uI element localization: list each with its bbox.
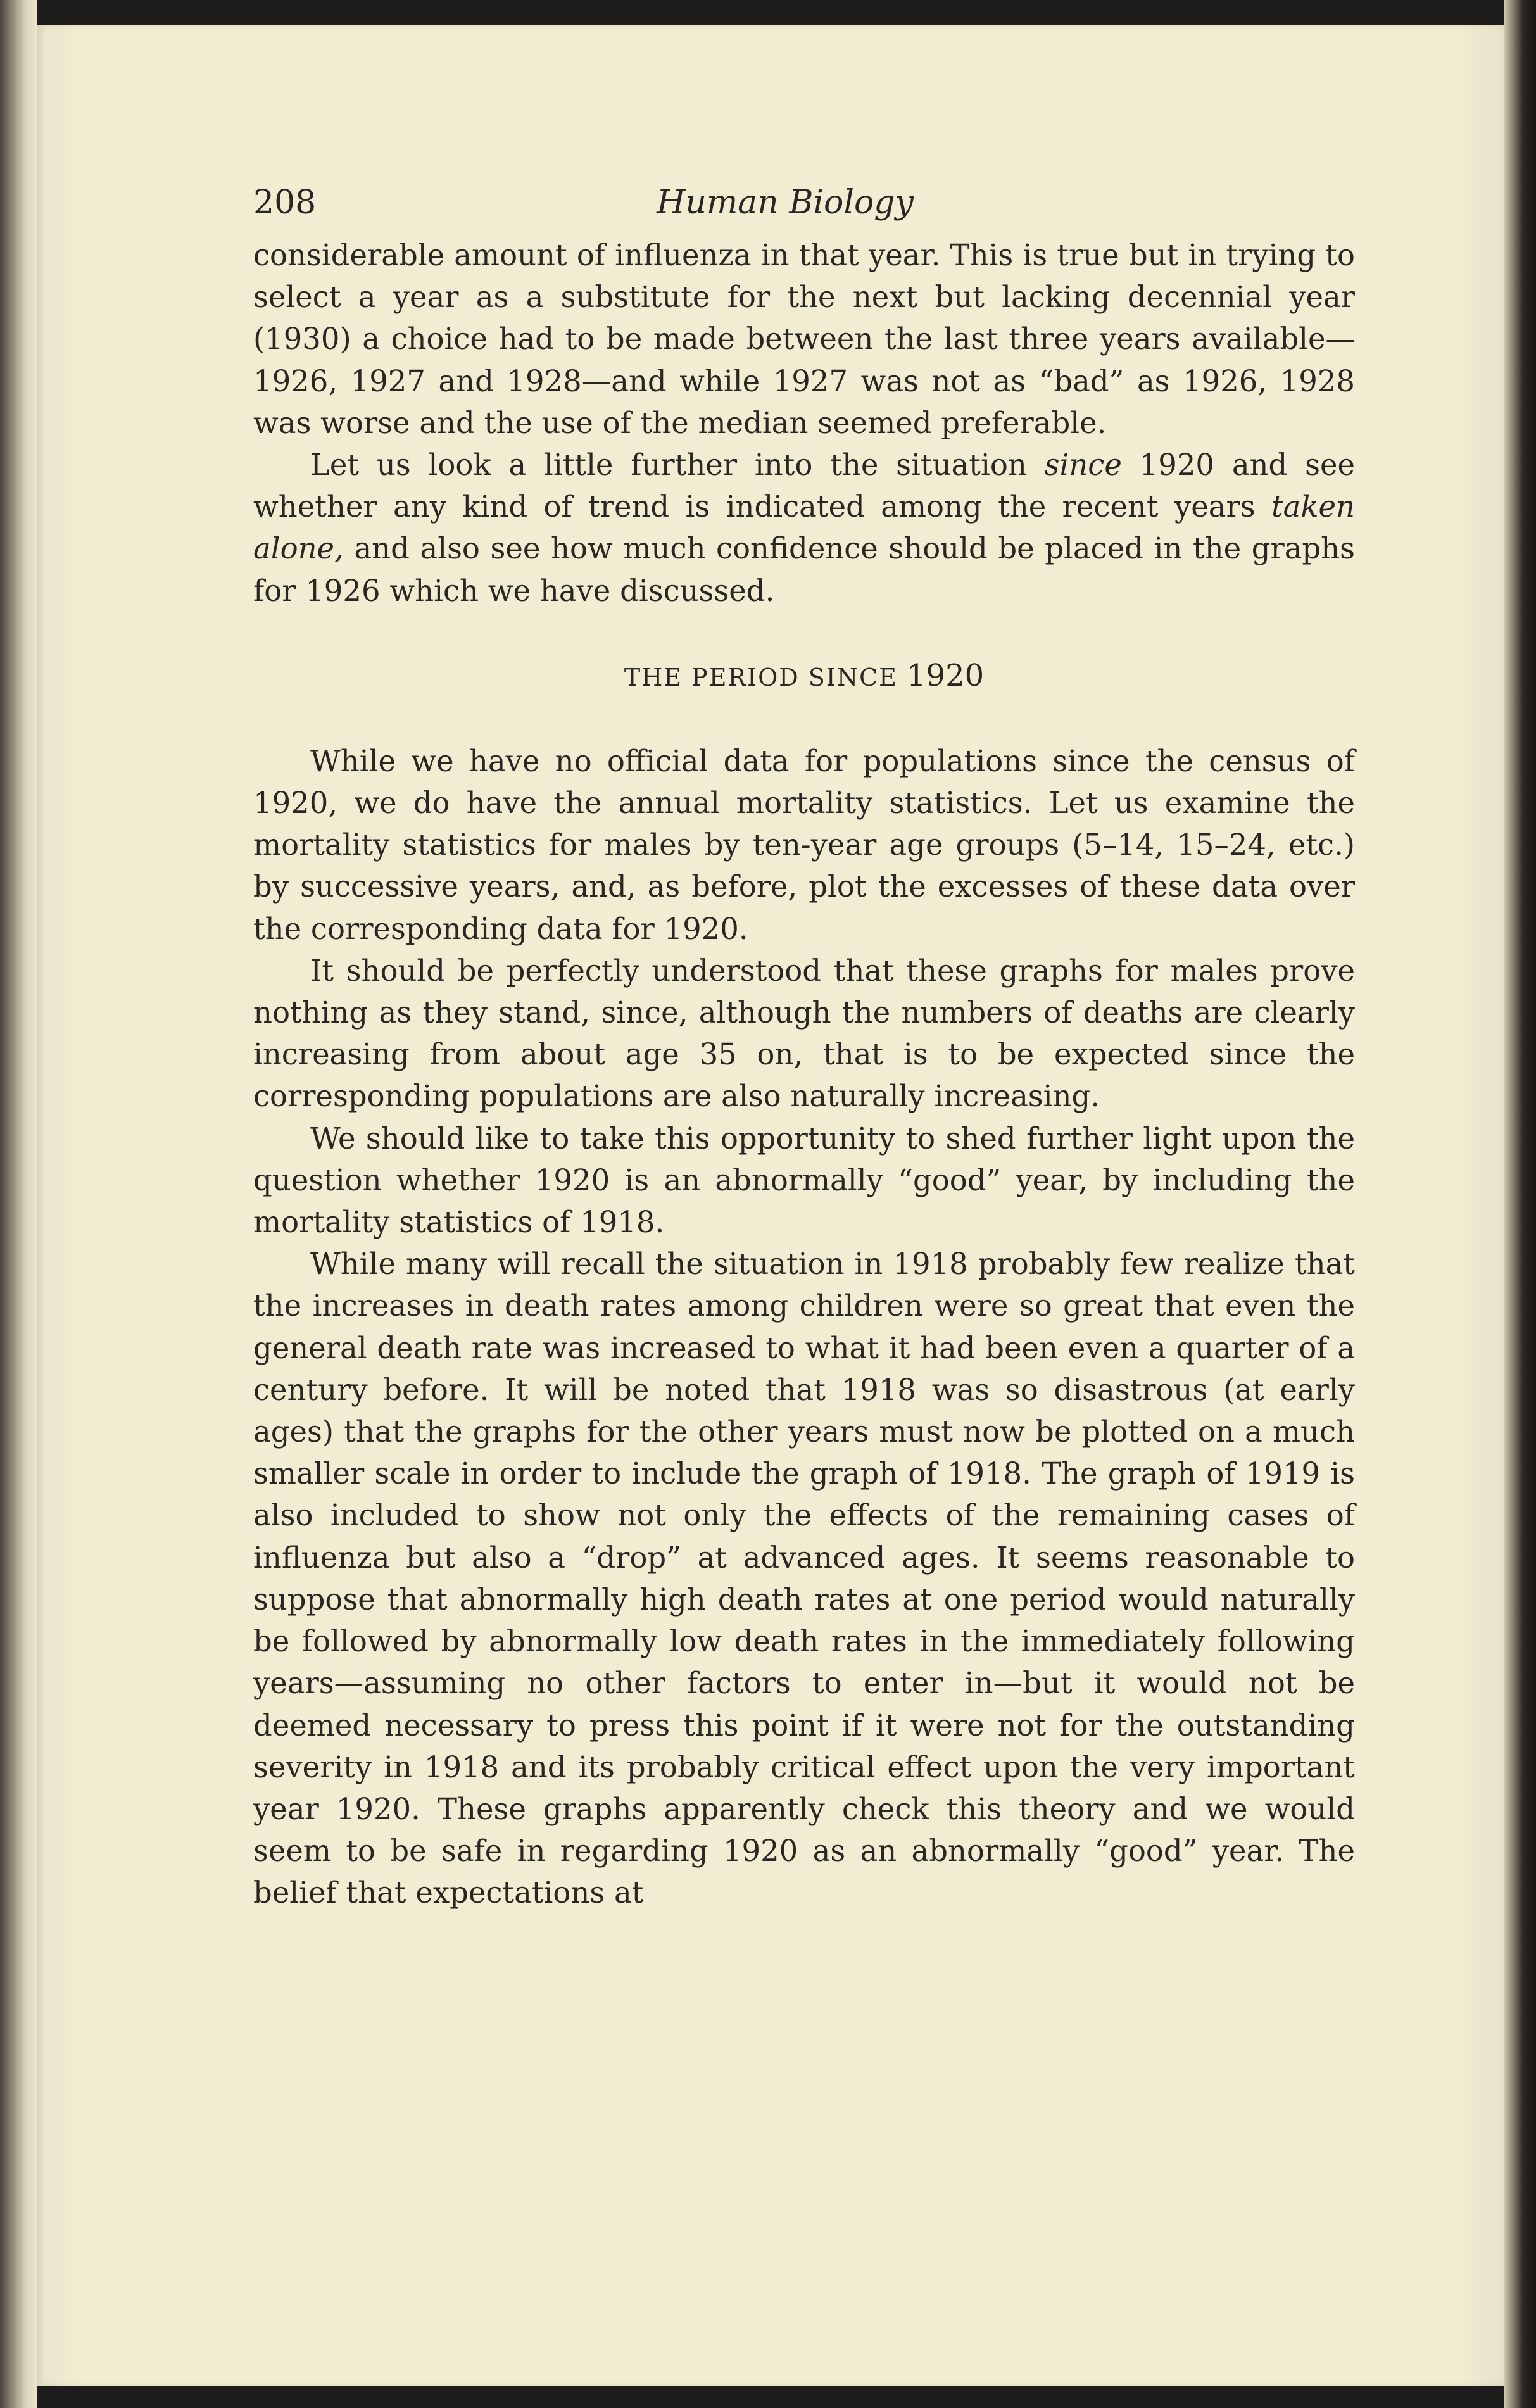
section-heading xyxy=(215,655,1355,698)
section-heading-year: 1920 xyxy=(906,657,985,693)
text-block-before-heading xyxy=(215,234,1355,612)
paragraph-text: We should like to take this opportunity to shed further light upon the question whether 1920 is an abnormally “good” year, by including the mortality statistics of 1918. xyxy=(253,1121,1355,1240)
running-head xyxy=(215,171,1355,234)
italic-text: since xyxy=(1044,448,1122,482)
paragraph-text: and also see how much confidence should be placed in the graphs for 1926 which we have discussed. xyxy=(253,531,1355,608)
page-edge xyxy=(1504,0,1536,2408)
paragraph xyxy=(215,950,1355,1118)
paragraph-text: 1920 and see whether any kind of trend is indicated among the recent years xyxy=(253,448,1355,524)
paragraph-text: While many will recall the situation in 1918 probably few realize that the increases in death rates among children were so great that even the general death rate was increased to what it had been even a quarter of a century before. It will be noted that 1918 was so disastrous (at early ages) that the graphs for the other years must now be plotted on a much smaller scale in order to include the graph of 1918. The graph of 1919 is also included to show not only the effects of the remaining cases of influenza but also a “drop” at advanced ages. It seems reasonable to suppose that abnormally high death rates at one period would naturally be followed by abnormally low death rates in the immediately following years—assuming no other factors to enter in—but it would not be deemed necessary to press this point if it were not for the outstanding severity in 1918 and its probably critical effect upon the very important year 1920. These graphs apparently check this theory and we would seem to be safe in regarding 1920 as an abnormally “good” year. The belief that expectations at xyxy=(253,1247,1355,1910)
page-content xyxy=(215,171,1355,1914)
paragraph xyxy=(215,740,1355,950)
paragraph-text: It should be perfectly understood that these graphs for males prove nothing as they stand, since, although the numbers of deaths are clearly increasing from about age 35 on, that is to be expected since the corresponding populations are also naturally increasing. xyxy=(253,953,1355,1114)
italic-text: taken alone, xyxy=(253,489,1355,566)
section-heading-words: THE PERIOD SINCE xyxy=(624,663,898,691)
journal-title: Human Biology xyxy=(657,184,914,222)
text-block-after-heading xyxy=(215,740,1355,1914)
paragraph xyxy=(215,1118,1355,1244)
paragraph xyxy=(215,444,1355,612)
paragraph xyxy=(215,1243,1355,1913)
paragraph-text: considerable amount of influenza in that year. This is true but in trying to select a year as a substitute for the next but lacking decennial year (1930) a choice had to be made between the last three years available—1926, 1927 and 1928—and while 1927 was not as “bad” as 1926, 1928 was worse and the use of the median seemed preferable. xyxy=(253,238,1355,440)
page-number: 208 xyxy=(253,184,317,222)
paragraph-text: While we have no official data for populations since the census of 1920, we do have the annual mortality statistics. Let us examine the mortality statistics for males by ten-year age groups (5–14, 15–24, etc.) by successive years, and, as before, plot the excesses of these data over the corresponding data for 1920. xyxy=(253,743,1355,946)
paragraph-text: Let us look a little further into the situation xyxy=(310,448,1045,482)
paragraph xyxy=(215,234,1355,444)
book-gutter xyxy=(0,0,37,2408)
